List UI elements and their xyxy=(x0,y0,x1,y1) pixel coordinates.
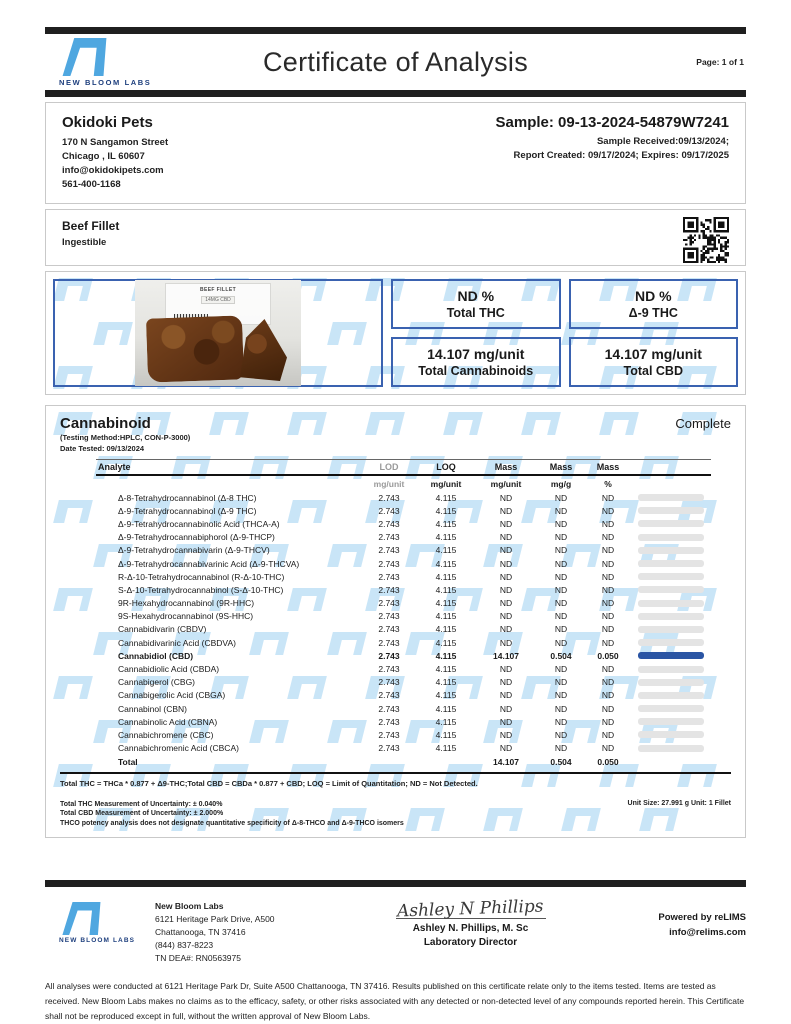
table-row xyxy=(96,689,711,702)
table-row xyxy=(96,702,711,715)
mass-unit-value: ND xyxy=(499,532,513,543)
analyte-name: Cannabinol (CBN) xyxy=(118,703,187,714)
result-bar xyxy=(638,494,704,501)
mass-pct-value: ND xyxy=(601,637,615,648)
sample-block xyxy=(496,114,729,192)
unit-mass-unit: mg/unit xyxy=(490,478,522,489)
table-row xyxy=(96,531,711,544)
mass-pct-value: ND xyxy=(601,584,615,595)
loq-value: 4.115 xyxy=(435,518,457,529)
lod-value: 2.743 xyxy=(378,664,400,675)
result-bar xyxy=(638,600,704,607)
lod-value: 2.743 xyxy=(378,677,400,688)
product-name: Beef Fillet xyxy=(62,219,120,233)
result-bar xyxy=(638,613,704,620)
result-bar xyxy=(638,560,704,567)
lod-value: 2.743 xyxy=(378,611,400,622)
header xyxy=(45,34,746,90)
result-bar xyxy=(638,507,704,514)
mass-g-value: ND xyxy=(554,518,568,529)
mass-g-value: ND xyxy=(554,664,568,675)
note-line: Total THC Measurement of Uncertainty: ± 0.040% xyxy=(60,800,223,808)
result-bar xyxy=(638,573,704,580)
client-address xyxy=(62,136,168,192)
loq-value: 4.115 xyxy=(435,637,457,648)
result-bar xyxy=(638,731,704,738)
analyte-name: Δ-8-Tetrahydrocannabinol (Δ-8 THC) xyxy=(118,492,257,503)
analyte-name: Cannabidiolic Acid (CBDA) xyxy=(118,664,220,675)
unit-loq: mg/unit xyxy=(430,478,462,489)
qr-code xyxy=(683,217,729,263)
mass-g-value: ND xyxy=(554,716,568,727)
client-address-line: Chicago , IL 60607 xyxy=(62,151,145,162)
mass-unit-value: ND xyxy=(499,624,513,635)
lod-value: 2.743 xyxy=(378,650,400,661)
mass-g-value: ND xyxy=(554,690,568,701)
product-type: Ingestible xyxy=(62,237,107,248)
bag-label-subtitle: 14MG CBD xyxy=(201,296,235,304)
lab-name: New Bloom Labs xyxy=(155,901,224,912)
col-mass-unit: Mass xyxy=(494,462,518,472)
result-bar xyxy=(638,679,704,686)
table-row xyxy=(96,570,711,583)
mass-g-value: ND xyxy=(554,492,568,503)
table-row xyxy=(96,491,711,504)
mass-unit-value: ND xyxy=(499,743,513,754)
notes-row xyxy=(60,800,731,829)
footer-lab-logo-text: NEW BLOOM LABS xyxy=(59,937,136,945)
analyte-name: Cannabinolic Acid (CBNA) xyxy=(118,716,218,727)
lod-value: 2.743 xyxy=(378,598,400,609)
client-address-line: 170 N Sangamon Street xyxy=(62,137,169,148)
mass-unit-value: ND xyxy=(499,492,513,503)
mass-unit-value: ND xyxy=(499,677,513,688)
analyte-name: Cannabidivarin (CBDV) xyxy=(118,624,207,635)
mass-unit-value: ND xyxy=(499,703,513,714)
beef-fillet-piece-large xyxy=(146,315,244,382)
mass-g-value: ND xyxy=(554,505,568,516)
relims-email: info@relims.com xyxy=(669,927,746,939)
lod-value: 2.743 xyxy=(378,571,400,582)
lod-value: 2.743 xyxy=(378,532,400,543)
mass-unit-value: 14.107 xyxy=(493,650,519,661)
stat-label: Total Cannabinoids xyxy=(418,364,534,378)
total-mass-g: 0.504 xyxy=(550,757,572,768)
mass-unit-value: ND xyxy=(499,584,513,595)
signer-name: Ashley N. Phillips, M. Sc xyxy=(412,923,529,935)
table-bottom-rule xyxy=(60,772,731,774)
uncertainty-notes xyxy=(60,800,404,829)
beef-fillet-piece-small xyxy=(237,319,287,381)
mass-unit-value: ND xyxy=(499,611,513,622)
mass-pct-value: ND xyxy=(601,505,615,516)
mass-g-value: ND xyxy=(554,703,568,714)
total-label: Total xyxy=(118,757,138,768)
table-row xyxy=(96,649,711,662)
mass-unit-value: ND xyxy=(499,545,513,556)
stat-box xyxy=(391,337,561,387)
lab-address-block xyxy=(155,896,345,965)
stat-box xyxy=(569,337,739,387)
mass-g-value: 0.504 xyxy=(550,650,572,661)
result-bar xyxy=(638,520,704,527)
note-line: Total CBD Measurement of Uncertainty: ± 2.000% xyxy=(60,810,224,818)
unit-size-info: Unit Size: 27.991 g Unit: 1 Fillet xyxy=(627,799,731,807)
result-bar xyxy=(638,547,704,554)
stat-label: Δ-9 THC xyxy=(628,306,678,320)
summary-stats xyxy=(391,279,738,387)
mass-unit-value: ND xyxy=(499,505,513,516)
analyte-name: S-Δ-10-Tetrahydrocannabinol (S-Δ-10-THC) xyxy=(118,584,284,595)
client-block xyxy=(62,114,168,192)
table-row xyxy=(96,504,711,517)
mass-unit-value: ND xyxy=(499,716,513,727)
loq-value: 4.115 xyxy=(435,624,457,635)
analyte-name: Δ-9-Tetrahydrocannabivarin (Δ-9-THCV) xyxy=(118,545,270,556)
client-name: Okidoki Pets xyxy=(62,114,153,131)
loq-value: 4.115 xyxy=(435,611,457,622)
signer-title: Laboratory Director xyxy=(423,937,518,949)
loq-value: 4.115 xyxy=(435,558,457,569)
lod-value: 2.743 xyxy=(378,558,400,569)
stat-value: 14.107 mg/unit xyxy=(427,346,525,362)
total-mass-pct: 0.050 xyxy=(597,757,619,768)
result-bar xyxy=(638,692,704,699)
table-total-row xyxy=(96,755,711,770)
analyte-name: Cannabidiol (CBD) xyxy=(118,650,194,661)
analyte-name: R-Δ-10-Tetrahydrocannabinol (R-Δ-10-THC) xyxy=(118,571,285,582)
signature-block xyxy=(345,896,596,948)
mass-pct-value: ND xyxy=(601,545,615,556)
table-row xyxy=(96,742,711,755)
client-address-line: 561-400-1168 xyxy=(62,179,121,190)
mass-unit-value: ND xyxy=(499,571,513,582)
product-block xyxy=(62,219,119,248)
section-status: Complete xyxy=(675,416,731,431)
lab-logo-text: NEW BLOOM LABS xyxy=(59,77,152,87)
section-header xyxy=(60,415,731,432)
top-divider-bar xyxy=(45,27,746,34)
mass-g-value: ND xyxy=(554,598,568,609)
cannabinoid-table xyxy=(96,459,711,770)
lod-value: 2.743 xyxy=(378,716,400,727)
analyte-name: Cannabigerolic Acid (CBGA) xyxy=(118,690,226,701)
loq-value: 4.115 xyxy=(435,650,457,661)
mass-g-value: ND xyxy=(554,532,568,543)
mass-g-value: ND xyxy=(554,584,568,595)
lod-value: 2.743 xyxy=(378,584,400,595)
lod-value: 2.743 xyxy=(378,703,400,714)
sample-id: Sample: 09-13-2024-54879W7241 xyxy=(495,114,729,131)
loq-value: 4.115 xyxy=(435,716,457,727)
table-row xyxy=(96,517,711,530)
relims-block xyxy=(596,896,746,940)
loq-value: 4.115 xyxy=(435,690,457,701)
product-photo-box xyxy=(53,279,383,387)
stat-value: ND % xyxy=(457,288,495,304)
analyte-name: Cannabigerol (CBG) xyxy=(118,677,196,688)
table-row xyxy=(96,544,711,557)
mass-pct-value: ND xyxy=(601,518,615,529)
table-units-row xyxy=(96,476,711,491)
loq-value: 4.115 xyxy=(435,545,457,556)
lod-value: 2.743 xyxy=(378,637,400,648)
disclaimer-text: All analyses were conducted at 6121 Heritage Park Dr, Suite A500 Chattanooga, TN 37416. Results published on this certificate relate only to the items tested. Items are tested as received. New Bloom Labs makes no claims as to the efficacy, safety, or other risks associated with any detected or non-detected level of any compounds reported herein. This Certificate shall not be reproduced except in full, without the written approval of New Bloom Labs. xyxy=(45,981,745,1022)
lod-value: 2.743 xyxy=(378,505,400,516)
col-lod: LOD xyxy=(379,462,399,472)
result-bar xyxy=(638,626,704,633)
mass-pct-value: ND xyxy=(601,624,615,635)
loq-value: 4.115 xyxy=(435,703,457,714)
lod-value: 2.743 xyxy=(378,729,400,740)
lod-value: 2.743 xyxy=(378,690,400,701)
mass-g-value: ND xyxy=(554,637,568,648)
mass-g-value: ND xyxy=(554,729,568,740)
result-bar xyxy=(638,666,704,673)
mass-unit-value: ND xyxy=(499,518,513,529)
date-tested: Date Tested: 09/13/2024 xyxy=(60,444,145,453)
analyte-name: Δ-9-Tetrahydrocannabiphorol (Δ-9-THCP) xyxy=(118,532,275,543)
mass-pct-value: ND xyxy=(601,611,615,622)
mass-pct-value: ND xyxy=(601,703,615,714)
stat-box xyxy=(391,279,561,329)
mass-pct-value: ND xyxy=(601,492,615,503)
col-loq: LOQ xyxy=(436,462,456,472)
mass-g-value: ND xyxy=(554,558,568,569)
table-row xyxy=(96,557,711,570)
stat-box xyxy=(569,279,739,329)
lab-address-line: (844) 837-8223 xyxy=(155,940,214,951)
col-mass-g: Mass xyxy=(549,462,573,472)
loq-value: 4.115 xyxy=(435,584,457,595)
mass-g-value: ND xyxy=(554,677,568,688)
mass-unit-value: ND xyxy=(499,598,513,609)
lod-value: 2.743 xyxy=(378,492,400,503)
footer-lab-logo-icon xyxy=(59,902,103,935)
sample-received: Sample Received:09/13/2024; xyxy=(596,136,729,147)
lod-value: 2.743 xyxy=(378,624,400,635)
mass-pct-value: ND xyxy=(601,571,615,582)
col-mass-pct: Mass xyxy=(596,462,620,472)
analyte-name: Cannabichromene (CBC) xyxy=(118,729,214,740)
result-bar xyxy=(638,534,704,541)
mass-pct-value: ND xyxy=(601,532,615,543)
table-row xyxy=(96,610,711,623)
footer-lab-logo xyxy=(45,896,155,944)
analyte-name: Cannabidivarinic Acid (CBDVA) xyxy=(118,637,236,648)
result-bar xyxy=(638,586,704,593)
table-header-row xyxy=(96,459,711,476)
lab-logo-icon xyxy=(59,38,109,76)
client-info-card xyxy=(45,102,746,204)
note-line: THCO potency analysis does not designate quantitative specificity of Δ-8-THCO and Δ-9-THCO isomers xyxy=(60,819,404,827)
lod-value: 2.743 xyxy=(378,518,400,529)
mass-pct-value: ND xyxy=(601,677,615,688)
mass-pct-value: ND xyxy=(601,716,615,727)
mass-pct-value: 0.050 xyxy=(597,650,619,661)
client-address-line: info@okidokipets.com xyxy=(62,165,164,176)
unit-mass-pct: % xyxy=(604,478,612,489)
result-bar xyxy=(638,705,704,712)
product-card xyxy=(45,209,746,266)
table-row xyxy=(96,597,711,610)
lab-address-line: Chattanooga, TN 37416 xyxy=(155,927,246,938)
total-mass-unit: 14.107 xyxy=(493,757,519,768)
loq-value: 4.115 xyxy=(435,571,457,582)
col-analyte: Analyte xyxy=(98,462,131,472)
calculation-footnote: Total THC = THCa * 0.877 + Δ9-THC;Total CBD = CBDa * 0.877 + CBD; LOQ = Limit of Quantitation; ND = Not Detected. xyxy=(60,778,478,788)
lod-value: 2.743 xyxy=(378,743,400,754)
stat-label: Total THC xyxy=(446,306,505,320)
unit-mass-g: mg/g xyxy=(550,478,572,489)
analyte-name: Δ-9-Tetrahydrocannabinolic Acid (THCA-A) xyxy=(118,518,280,529)
mass-pct-value: ND xyxy=(601,690,615,701)
mass-unit-value: ND xyxy=(499,558,513,569)
report-dates: Report Created: 09/17/2024; Expires: 09/17/2025 xyxy=(513,150,729,161)
footer xyxy=(45,896,746,965)
mass-pct-value: ND xyxy=(601,743,615,754)
mass-g-value: ND xyxy=(554,571,568,582)
table-row xyxy=(96,623,711,636)
table-body xyxy=(96,491,711,755)
signature-handwriting: Ashley N Phillips xyxy=(396,896,545,922)
analyte-name: 9R-Hexahydrocannabinol (9R-HHC) xyxy=(118,598,255,609)
analyte-name: Cannabichromenic Acid (CBCA) xyxy=(118,743,239,754)
loq-value: 4.115 xyxy=(435,492,457,503)
lab-address-line: TN DEA#: RN0563975 xyxy=(155,953,241,964)
mass-pct-value: ND xyxy=(601,558,615,569)
table-row xyxy=(96,728,711,741)
mass-unit-value: ND xyxy=(499,637,513,648)
mass-g-value: ND xyxy=(554,743,568,754)
stat-value: ND % xyxy=(634,288,672,304)
stat-value: 14.107 mg/unit xyxy=(604,346,702,362)
lab-logo xyxy=(45,38,210,87)
analyte-name: 9S-Hexahydrocannabinol (9S-HHC) xyxy=(118,611,254,622)
loq-value: 4.115 xyxy=(435,598,457,609)
lab-address-line: 6121 Heritage Park Drive, A500 xyxy=(155,914,275,925)
page-number: Page: 1 of 1 xyxy=(696,57,744,67)
table-row xyxy=(96,676,711,689)
footer-divider-bar xyxy=(45,880,746,887)
table-row xyxy=(96,715,711,728)
result-bar xyxy=(638,718,704,725)
mass-pct-value: ND xyxy=(601,729,615,740)
lod-value: 2.743 xyxy=(378,545,400,556)
bag-label-title: BEEF FILLET xyxy=(199,287,237,293)
analyte-name: Δ-9-Tetrahydrocannabinol (Δ-9 THC) xyxy=(118,505,257,516)
table-row xyxy=(96,583,711,596)
stat-label: Total CBD xyxy=(623,364,683,378)
table-row xyxy=(96,636,711,649)
lab-address-lines xyxy=(155,913,345,965)
mass-g-value: ND xyxy=(554,624,568,635)
powered-by-label: Powered by reLIMS xyxy=(658,912,746,924)
loq-value: 4.115 xyxy=(435,532,457,543)
result-bar xyxy=(638,652,704,659)
analyte-name: Δ-9-Tetrahydrocannabivarinic Acid (Δ-9-THCVA) xyxy=(118,558,300,569)
result-bar xyxy=(638,639,704,646)
loq-value: 4.115 xyxy=(435,664,457,675)
mass-g-value: ND xyxy=(554,545,568,556)
testing-method: (Testing Method:HPLC, CON-P-3000) xyxy=(60,433,191,442)
loq-value: 4.115 xyxy=(435,743,457,754)
header-divider-bar xyxy=(45,90,746,97)
summary-card xyxy=(45,271,746,395)
unit-lod: mg/unit xyxy=(373,478,405,489)
mass-unit-value: ND xyxy=(499,729,513,740)
page-title: Certificate of Analysis xyxy=(262,46,528,77)
product-photo xyxy=(135,280,301,386)
mass-pct-value: ND xyxy=(601,598,615,609)
section-title: Cannabinoid xyxy=(60,415,151,432)
mass-pct-value: ND xyxy=(601,664,615,675)
mass-g-value: ND xyxy=(554,611,568,622)
mass-unit-value: ND xyxy=(499,690,513,701)
mass-unit-value: ND xyxy=(499,664,513,675)
loq-value: 4.115 xyxy=(435,677,457,688)
cannabinoid-section xyxy=(45,405,746,838)
loq-value: 4.115 xyxy=(435,505,457,516)
table-row xyxy=(96,662,711,675)
loq-value: 4.115 xyxy=(435,729,457,740)
result-bar xyxy=(638,745,704,752)
